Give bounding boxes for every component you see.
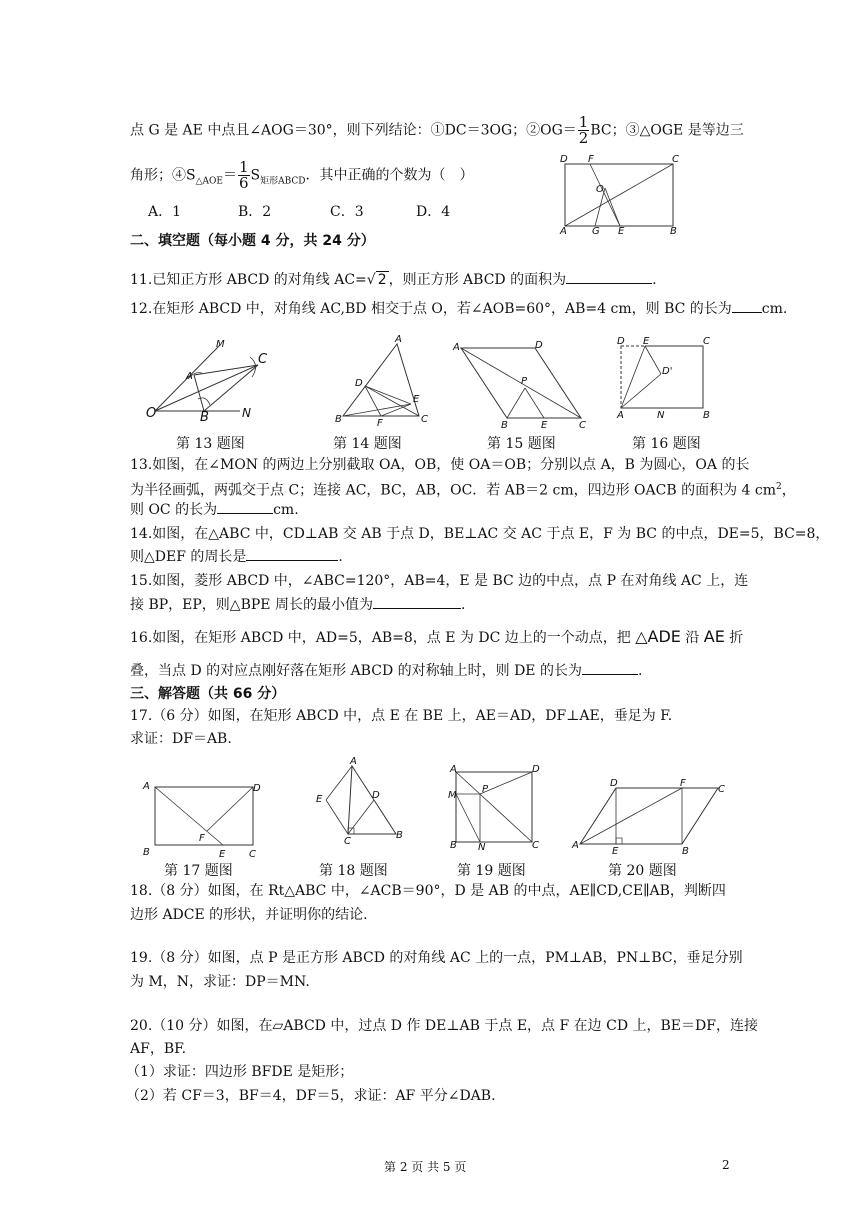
caption-fig-16: 第 16 题图 (632, 436, 701, 452)
q20-line2: AF，BF. (130, 1041, 187, 1057)
label-d: D (535, 340, 543, 351)
label-c: C (718, 784, 725, 795)
caption-fig-14: 第 14 题图 (333, 436, 402, 452)
label-e: E (219, 849, 226, 860)
q18-line2: 边形 ADCE 的形状，并证明你的结论. (130, 907, 368, 923)
label-b: B (703, 410, 710, 421)
sqrt-symbol: √ 2 (366, 272, 387, 288)
fraction-one-sixth: $\frac{1}{6}$ (238, 158, 249, 192)
label-d: D (617, 336, 625, 347)
page-number-footer: 第 2 页 共 5 页 (384, 1160, 467, 1174)
label-c: C (532, 840, 539, 851)
label-b: B (682, 846, 689, 857)
label-c: C (703, 336, 710, 347)
q13-line2: 为半径画弧，两弧交于点 C；连接 AC，BC，AB，OC．若 AB＝2 cm，四边形 OACB 的面积为 4 $cm^2$， (130, 482, 796, 499)
figure-q18 (312, 756, 403, 847)
label-b: B (670, 226, 677, 237)
q13-line3: 则 OC 的长为 cm. (130, 499, 299, 520)
label-d: D (372, 790, 380, 801)
label-d: D (532, 764, 540, 775)
label-f: F (377, 418, 383, 429)
q19-line2: 为 M，N，求证：DP＝MN. (130, 974, 310, 990)
label-c: C (421, 414, 428, 425)
q15-line1: 15.如图，菱形 ABCD 中，∠ABC=120°，AB=4，E 是 BC 边的中点，点 P 在对角线 AC 上，连 (130, 573, 749, 589)
label-a: A (560, 226, 567, 237)
label-a: A (450, 764, 457, 775)
label-m: M (448, 790, 457, 801)
q19-line1: 19.（8 分）如图，点 P 是正方形 ABCD 的对角线 AC 上的一点，PM⊥AB，PN⊥BC，垂足分别 (130, 950, 743, 966)
q16-line2: 叠，当点 D 的对应点刚好落在矩形 ABCD 的对称轴上时，则 DE 的长为 . (130, 660, 642, 681)
q14-line2: 则△DEF 的周长是 . (130, 546, 343, 567)
option-a: A．1 (148, 204, 182, 220)
q17-line2: 求证：DF＝AB. (130, 731, 232, 747)
label-e: E (612, 846, 619, 857)
label-c: C (579, 420, 586, 431)
label-c: C (249, 849, 256, 860)
label-n: N (478, 842, 486, 853)
label-e: E (413, 394, 420, 405)
segment-ae: AE (703, 627, 725, 646)
label-p: P (482, 784, 489, 795)
label-a: A (143, 781, 150, 792)
answer-blank[interactable] (217, 499, 273, 514)
figure-q14 (335, 334, 428, 429)
q10-line2: 角形；$④S_{\triangle AOE}=$ $\frac{1}{6}$ $S_{矩形ABCD}$．其中正确的个数为（ ） (130, 158, 474, 192)
label-a: A (453, 342, 460, 353)
label-b: B (143, 847, 150, 858)
figure-q17 (143, 777, 268, 860)
label-e: E (316, 794, 323, 805)
label-f: F (199, 833, 205, 844)
fraction-one-half: $\frac{1}{2}$ (578, 113, 589, 147)
label-e: E (643, 336, 650, 347)
label-b: B (396, 830, 403, 841)
figure-q19 (448, 764, 540, 853)
label-g: G (592, 226, 600, 237)
q16-line1: 16.如图，在矩形 ABCD 中，AD=5，AB=8，点 E 为 DC 边上的一个动点，把 △ADE 沿 AE 折 (130, 627, 744, 646)
answer-blank[interactable] (566, 269, 652, 284)
label-e: E (541, 420, 548, 431)
q10-options (148, 202, 450, 222)
label-e: E (618, 226, 625, 237)
option-b: B．2 (238, 204, 272, 220)
label-o: O (146, 406, 157, 421)
q11: 11.已知正方形 ABCD 的对角线 AC=√ 2 ，则正方形 ABCD 的面积为 . (130, 269, 657, 290)
page-number-right: 2 (722, 1158, 730, 1172)
caption-fig-20: 第 20 题图 (608, 863, 677, 879)
answer-blank[interactable] (732, 298, 762, 313)
label-c: C (344, 836, 351, 847)
answer-blank[interactable] (582, 660, 638, 675)
figure-q13 (146, 335, 280, 425)
label-c: C (672, 154, 679, 165)
q15-line2: 接 BP，EP，则△BPE 周长的最小值为 . (130, 594, 465, 615)
caption-fig-15: 第 15 题图 (487, 436, 556, 452)
section-3-heading: 三、解答题（共 66 分） (130, 686, 286, 702)
q18-line1: 18.（8 分）如图，在 Rt△ABC 中，∠ACB＝90°，D 是 AB 的中点，AE∥CD,CE∥AB，判断四 (130, 883, 726, 899)
label-f: F (588, 154, 594, 165)
label-a: A (572, 840, 579, 851)
label-b: B (501, 420, 508, 431)
caption-fig-13: 第 13 题图 (176, 436, 245, 452)
figure-q16 (615, 336, 715, 421)
label-c: C (258, 352, 268, 367)
triangle-ade: △ADE (635, 627, 681, 646)
label-d-prime: D' (662, 366, 673, 377)
q10-line1: 点 G 是 AE 中点且∠AOG＝30°，则下列结论：①DC＝3OG；②OG＝ $\frac{1}{2}$ BC；③△OGE 是等边三 (130, 113, 744, 147)
figure-q10 (560, 154, 680, 237)
label-d: D (355, 378, 363, 389)
label-a: A (617, 410, 624, 421)
option-c: C．3 (330, 204, 364, 220)
answer-blank[interactable] (373, 594, 461, 609)
label-o: O (596, 184, 604, 195)
label-a: A (350, 756, 357, 767)
q14-line1: 14.如图，在△ABC 中，CD⊥AB 交 AB 于点 D，BE⊥AC 交 AC 于点 E，F 为 BC 的中点，DE=5，BC=8， (130, 526, 830, 542)
caption-fig-18: 第 18 题图 (319, 863, 388, 879)
label-b: B (200, 410, 209, 425)
label-b: B (335, 414, 342, 425)
q13-line1: 13.如图，在∠MON 的两边上分别截取 OA，OB，使 OA＝OB；分别以点 A，B 为圆心，OA 的长 (130, 457, 750, 473)
caption-fig-19: 第 19 题图 (457, 863, 526, 879)
label-d: D (610, 778, 618, 789)
label-m: M (216, 339, 225, 350)
label-b: B (450, 840, 457, 851)
label-f: F (680, 778, 686, 789)
label-p: P (521, 376, 528, 387)
label-d: D (253, 783, 261, 794)
label-d: D (560, 154, 568, 165)
figure-q20 (570, 778, 730, 857)
q17-line1: 17.（6 分）如图，在矩形 ABCD 中，点 E 在 BE 上，AE＝AD，DF⊥AE，垂足为 F. (130, 708, 673, 724)
q20-line1: 20.（10 分）如图，在▱ABCD 中，过点 D 作 DE⊥AB 于点 E，点 F 在边 CD 上，BE＝DF，连接 (130, 1018, 758, 1034)
figure-q15 (453, 340, 590, 431)
caption-fig-17: 第 17 题图 (164, 863, 233, 879)
q20-part1: （1）求证：四边形 BFDE 是矩形； (126, 1064, 354, 1080)
q12: 12.在矩形 ABCD 中，对角线 AC,BD 相交于点 O，若∠AOB=60°，AB=4 cm，则 BC 的长为 cm. (130, 298, 787, 319)
section-2-heading: 二、填空题（每小题 4 分，共 24 分） (130, 233, 375, 249)
option-d: D．4 (416, 204, 451, 220)
q20-part2: （2）若 CF＝3，BF＝4，DF＝5，求证：AF 平分∠DAB. (126, 1088, 496, 1104)
parallelogram-symbol: ▱ (272, 1018, 284, 1034)
label-n: N (657, 410, 665, 421)
answer-blank[interactable] (246, 546, 338, 561)
label-a: A (186, 371, 193, 382)
label-a: A (395, 334, 402, 345)
label-n: N (242, 406, 251, 420)
